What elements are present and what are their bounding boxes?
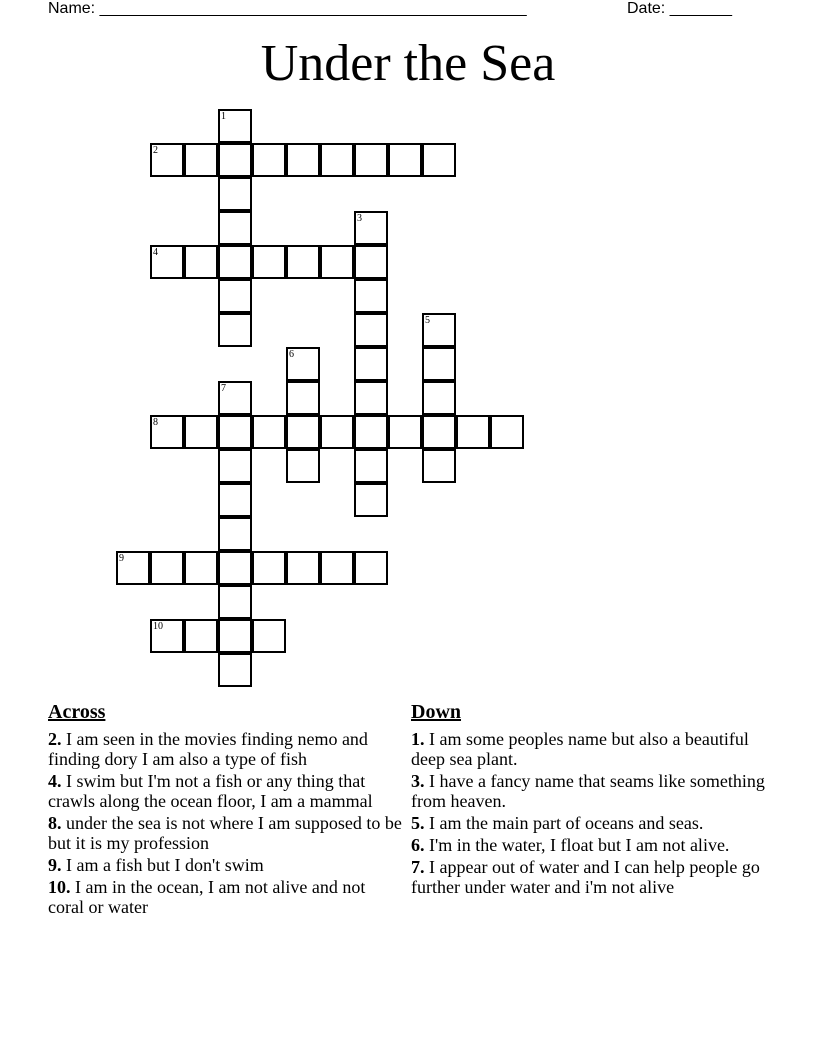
- clue-text: I am in the ocean, I am not alive and not coral or water: [48, 877, 366, 917]
- grid-cell[interactable]: [150, 551, 184, 585]
- grid-cell[interactable]: [286, 381, 320, 415]
- clue-down-6: [411, 835, 771, 855]
- clue-number: 1.: [411, 729, 425, 749]
- cell-number: 2: [153, 145, 158, 156]
- name-field[interactable]: Name: ________________________________________________: [48, 0, 527, 17]
- grid-cell[interactable]: [320, 415, 354, 449]
- clue-down-7: [411, 857, 771, 897]
- grid-cell[interactable]: [218, 381, 252, 415]
- across-heading: Across: [48, 701, 106, 723]
- grid-cell[interactable]: [218, 653, 252, 687]
- clue-across-8: [48, 813, 403, 853]
- cell-number: 8: [153, 417, 158, 428]
- clue-number: 4.: [48, 771, 62, 791]
- clue-down-3: [411, 771, 771, 811]
- grid-cell[interactable]: [218, 313, 252, 347]
- grid-cell[interactable]: [150, 143, 184, 177]
- grid-cell[interactable]: [252, 415, 286, 449]
- grid-cell[interactable]: [320, 143, 354, 177]
- grid-cell[interactable]: [218, 551, 252, 585]
- clue-across-2: [48, 729, 403, 769]
- grid-cell[interactable]: [184, 551, 218, 585]
- clue-text: I am the main part of oceans and seas.: [429, 813, 704, 833]
- grid-cell[interactable]: [252, 551, 286, 585]
- clue-number: 9.: [48, 855, 62, 875]
- across-clues: [48, 701, 403, 919]
- grid-cell[interactable]: [388, 415, 422, 449]
- grid-cell[interactable]: [286, 449, 320, 483]
- grid-cell[interactable]: [422, 381, 456, 415]
- grid-cell[interactable]: [252, 619, 286, 653]
- cell-number: 7: [221, 383, 226, 394]
- grid-cell[interactable]: [354, 347, 388, 381]
- grid-cell[interactable]: [422, 415, 456, 449]
- grid-cell[interactable]: [456, 415, 490, 449]
- clue-text: I appear out of water and I can help people go further under water and i'm not alive: [411, 857, 760, 897]
- grid-cell[interactable]: [252, 245, 286, 279]
- grid-cell[interactable]: [218, 177, 252, 211]
- grid-cell[interactable]: [422, 347, 456, 381]
- clue-number: 6.: [411, 835, 425, 855]
- clue-text: I'm in the water, I float but I am not alive.: [429, 835, 730, 855]
- clue-down-5: [411, 813, 771, 833]
- clue-down-1: [411, 729, 771, 769]
- grid-cell[interactable]: [286, 551, 320, 585]
- grid-cell[interactable]: [354, 415, 388, 449]
- grid-cell[interactable]: [218, 143, 252, 177]
- grid-cell[interactable]: [184, 415, 218, 449]
- grid-cell[interactable]: [320, 551, 354, 585]
- grid-cell[interactable]: [150, 415, 184, 449]
- cell-number: 4: [153, 247, 158, 258]
- clue-across-10: [48, 877, 403, 917]
- clue-text: under the sea is not where I am supposed to be but it is my profession: [48, 813, 402, 853]
- grid-cell[interactable]: [422, 449, 456, 483]
- grid-cell[interactable]: [320, 245, 354, 279]
- grid-cell[interactable]: [354, 211, 388, 245]
- cell-number: 3: [357, 213, 362, 224]
- grid-cell[interactable]: [286, 347, 320, 381]
- grid-cell[interactable]: [218, 585, 252, 619]
- grid-cell[interactable]: [218, 109, 252, 143]
- date-field[interactable]: Date: _______: [627, 0, 732, 17]
- grid-cell[interactable]: [150, 245, 184, 279]
- grid-cell[interactable]: [252, 143, 286, 177]
- grid-cell[interactable]: [218, 619, 252, 653]
- cell-number: 10: [153, 621, 163, 632]
- grid-cell[interactable]: [354, 313, 388, 347]
- grid-cell[interactable]: [354, 449, 388, 483]
- grid-cell[interactable]: [218, 245, 252, 279]
- grid-cell[interactable]: [150, 619, 184, 653]
- grid-cell[interactable]: [286, 143, 320, 177]
- grid-cell[interactable]: [184, 619, 218, 653]
- clue-number: 8.: [48, 813, 62, 833]
- grid-cell[interactable]: [286, 245, 320, 279]
- down-heading: Down: [411, 701, 462, 723]
- grid-cell[interactable]: [388, 143, 422, 177]
- grid-cell[interactable]: [422, 313, 456, 347]
- clue-across-4: [48, 771, 403, 811]
- clue-text: I have a fancy name that seams like something from heaven.: [411, 771, 765, 811]
- clue-number: 2.: [48, 729, 62, 749]
- grid-cell[interactable]: [218, 449, 252, 483]
- clue-text: I am a fish but I don't swim: [66, 855, 264, 875]
- grid-cell[interactable]: [422, 143, 456, 177]
- clue-number: 7.: [411, 857, 425, 877]
- clue-text: I am seen in the movies finding nemo and finding dory I am also a type of fish: [48, 729, 368, 769]
- down-clues: [411, 701, 771, 899]
- grid-cell[interactable]: [354, 143, 388, 177]
- grid-cell[interactable]: [116, 551, 150, 585]
- grid-cell[interactable]: [218, 415, 252, 449]
- clue-text: I am some peoples name but also a beautiful deep sea plant.: [411, 729, 749, 769]
- cell-number: 1: [221, 111, 226, 122]
- clue-number: 10.: [48, 877, 71, 897]
- cell-number: 6: [289, 349, 294, 360]
- grid-cell[interactable]: [218, 517, 252, 551]
- clue-across-9: [48, 855, 403, 875]
- grid-cell[interactable]: [490, 415, 524, 449]
- grid-cell[interactable]: [354, 483, 388, 517]
- grid-cell[interactable]: [354, 245, 388, 279]
- grid-cell[interactable]: [354, 381, 388, 415]
- grid-cell[interactable]: [218, 483, 252, 517]
- clue-number: 3.: [411, 771, 425, 791]
- grid-cell[interactable]: [354, 551, 388, 585]
- grid-cell[interactable]: [286, 415, 320, 449]
- cell-number: 5: [425, 315, 430, 326]
- puzzle-title: Under the Sea: [260, 35, 556, 92]
- grid-cell[interactable]: [184, 143, 218, 177]
- clue-number: 5.: [411, 813, 425, 833]
- grid-cell[interactable]: [218, 279, 252, 313]
- clue-text: I swim but I'm not a fish or any thing that crawls along the ocean floor, I am a mammal: [48, 771, 373, 811]
- grid-cell[interactable]: [184, 245, 218, 279]
- grid-cell[interactable]: [218, 211, 252, 245]
- cell-number: 9: [119, 553, 124, 564]
- grid-cell[interactable]: [354, 279, 388, 313]
